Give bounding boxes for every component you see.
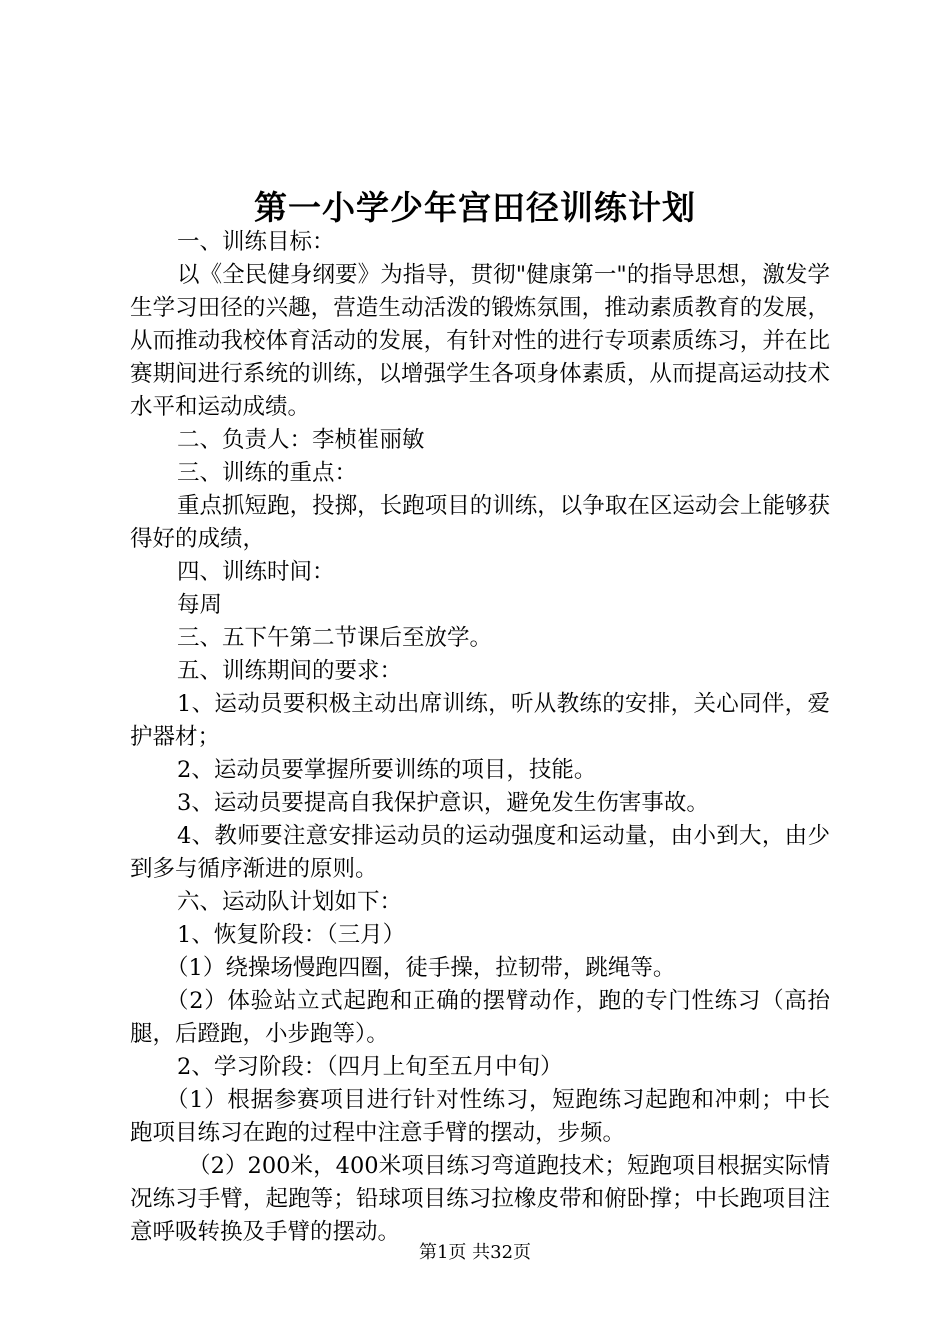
phase-heading-learning: 2、学习阶段：（四月上旬至五月中旬） bbox=[177, 1054, 563, 1080]
list-item: （1）根据参赛项目进行针对性练习，短跑练习起跑和冲刺；中长跑项目练习在跑的过程中注意手臂的摆动，步频。 bbox=[130, 1087, 830, 1146]
paragraph-focus: 重点抓短跑，投掷，长跑项目的训练，以争取在区运动会上能够获得好的成绩， bbox=[130, 493, 830, 552]
paragraph-goals: 以《全民健身纲要》为指导，贯彻"健康第一"的指导思想，激发学生学习田径的兴趣，营造生动活泼的锻炼氛围，推动素质教育的发展，从而推动我校体育活动的发展，有针对性的进行专项素质练习，并在比赛期间进行系统的训练，以增强学生各项身体素质，从而提高运动技术水平和运动成绩。 bbox=[130, 262, 830, 420]
list-item: 2、运动员要掌握所要训练的项目，技能。 bbox=[177, 757, 597, 783]
phase-heading-recovery: 1、恢复阶段：（三月） bbox=[177, 922, 406, 948]
section-heading-plan: 六、运动队计划如下： bbox=[177, 889, 403, 915]
document-title: 第一小学少年宫田径训练计划 bbox=[254, 188, 696, 227]
list-item: 3、运动员要提高自我保护意识，避免发生伤害事故。 bbox=[177, 790, 709, 816]
paragraph-time-1: 每周 bbox=[177, 592, 223, 618]
section-heading-focus: 三、训练的重点： bbox=[177, 460, 358, 486]
page-number-footer: 第1页 共32页 bbox=[418, 1242, 532, 1263]
paragraph-time-2: 三、五下午第二节课后至放学。 bbox=[177, 625, 493, 651]
list-item: （1）绕操场慢跑四圈，徒手操，拉韧带，跳绳等。 bbox=[166, 955, 676, 981]
list-item: （2）体验站立式起跑和正确的摆臂动作，跑的专门性练习（高抬腿，后蹬跑，小步跑等）。 bbox=[130, 988, 830, 1047]
list-item: 4、教师要注意安排运动员的运动强度和运动量，由小到大，由少到多与循序渐进的原则。 bbox=[130, 823, 830, 882]
section-heading-time: 四、训练时间： bbox=[177, 559, 335, 585]
section-heading-responsible: 二、负责人：李桢崔丽敏 bbox=[177, 427, 425, 453]
list-item: （2）200米，400米项目练习弯道跑技术；短跑项目根据实际情况练习手臂，起跑等；铅球项目练习拉橡皮带和俯卧撑；中长跑项目注意呼吸转换及手臂的摆动。 bbox=[130, 1153, 830, 1245]
list-item: 1、运动员要积极主动出席训练，听从教练的安排，关心同伴，爱护器材； bbox=[130, 691, 830, 750]
section-heading-requirements: 五、训练期间的要求： bbox=[177, 658, 403, 684]
document-body bbox=[130, 226, 830, 1249]
section-heading-goals: 一、训练目标： bbox=[177, 229, 335, 255]
